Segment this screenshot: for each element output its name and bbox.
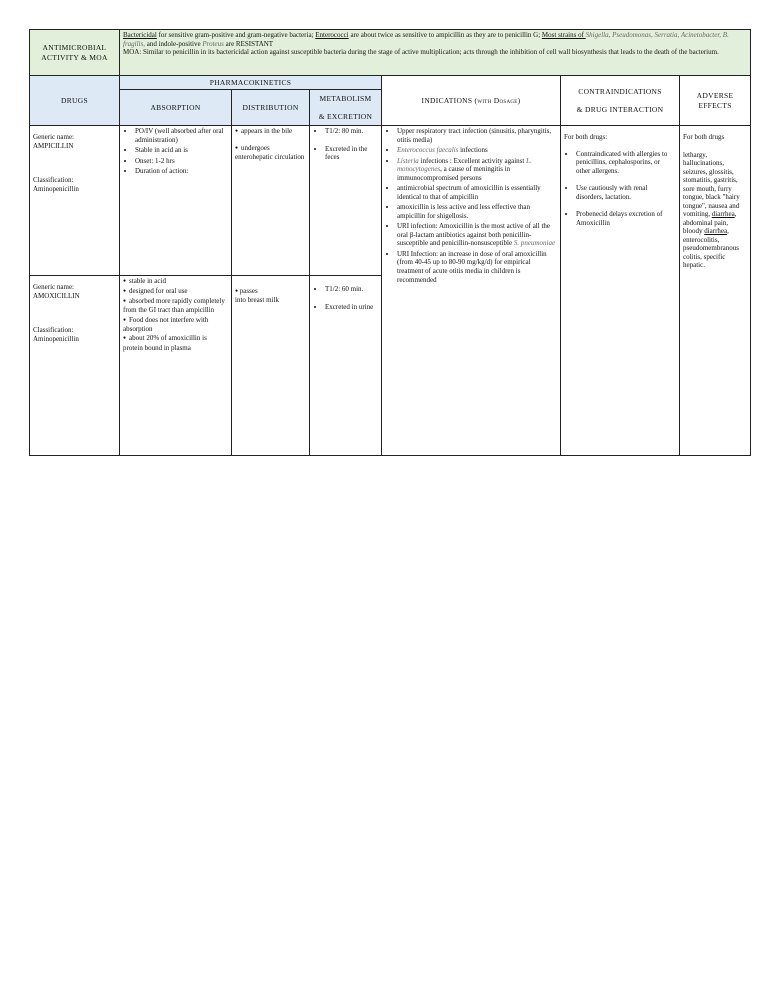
- list-item: • Excreted in the feces: [325, 145, 378, 162]
- list-item: • Listeria infections : Excellent activity against L. monocytogenes, a cause of meningitis in immunocompromised persons: [397, 157, 557, 183]
- activity-text-4: are RESISTANT: [223, 39, 274, 48]
- amoxicillin-generic-name: AMOXICILLIN: [33, 291, 80, 300]
- list-item: • amoxicillin is less active and less effective than ampicillin for shigellosis.: [397, 203, 557, 220]
- amoxicillin-absorption-cell: [120, 276, 232, 456]
- most-strains-term: Most strains of: [541, 31, 586, 39]
- ampicillin-metabolism-list: [313, 127, 378, 162]
- ampicillin-generic-name: AMPICILLIN: [33, 141, 74, 150]
- contraindications-header: CONTRAINDICATIONS & DRUG INTERACTION: [561, 76, 680, 126]
- list-item: • Probenecid delays excretion of Amoxicillin: [576, 210, 676, 227]
- drug-study-table: [29, 29, 751, 456]
- header-row-1: [30, 76, 751, 90]
- list-item: • Upper respiratory tract infection (sinusitis, pharyngitis, otitis media): [397, 127, 557, 144]
- list-item: • Duration of action:: [135, 167, 228, 176]
- ampicillin-absorption-cell: [120, 126, 232, 276]
- amoxicillin-metabolism-list: [313, 285, 378, 311]
- list-item: • Onset: 1-2 hrs: [135, 157, 228, 166]
- list-item: • Use cautiously with renal disorders, lactation.: [576, 184, 676, 201]
- distribution-header: DISTRIBUTION: [232, 90, 310, 126]
- moa-mechanism: MOA: Similar to penicillin in its bactericidal action against susceptible bacteria during the stage of active multiplication; acts through the inhibition of cell wall biosynthesis that leads to the death of the bacterium.: [123, 48, 719, 57]
- amoxicillin-absorption-list: [123, 277, 228, 352]
- list-item: ● absorbed more rapidly completely from the GI tract than ampicillin: [123, 297, 228, 315]
- pharmacokinetics-header: PHARMACOKINETICS: [120, 76, 382, 90]
- adverse-title: For both drugs: [683, 133, 725, 141]
- list-item: • T1/2: 80 min.: [325, 127, 378, 136]
- indications-list: [385, 127, 557, 284]
- list-item: ● designed for oral use: [123, 287, 228, 296]
- ampicillin-class-value: Aminopenicillin: [33, 184, 79, 193]
- list-item: • Contraindicated with allergies to penicillins, cephalosporins, or other allergens.: [576, 150, 676, 176]
- ampicillin-drug-cell: [30, 126, 120, 276]
- list-item: • Stable in acid an is: [135, 146, 228, 155]
- list-item: • URI infection: Amoxicillin is the most active of all the oral β-lactam antibiotics against both penicillin-susceptible and penicillin-nonsusceptible S. pneumoniae: [397, 222, 557, 248]
- bactericidal-term: Bactericidal: [123, 31, 157, 39]
- adverse-effects-header: ADVERSE EFFECTS: [680, 76, 751, 126]
- metabolism-header: METABOLISM & EXCRETION: [310, 90, 382, 126]
- amoxicillin-generic-label: Generic name:: [33, 283, 75, 291]
- indications-header: INDICATIONS (with Dosage): [382, 76, 561, 126]
- amoxicillin-class-label: Classification:: [33, 326, 74, 335]
- moa-row: [30, 30, 751, 76]
- list-item: • PO/IV (well absorbed after oral administration): [135, 127, 228, 144]
- amoxicillin-drug-cell: [30, 276, 120, 456]
- activity-text-1: for sensitive gram-positive and gram-negative bacteria;: [156, 31, 316, 39]
- amoxicillin-distribution-text: ● passes into breast milk: [235, 287, 279, 305]
- activity-text-3: and indole-positive: [144, 39, 203, 48]
- ampicillin-generic-label: Generic name:: [33, 133, 75, 141]
- moa-label-line1: ANTIMICROBIAL: [42, 43, 107, 53]
- moa-content-cell: [120, 30, 751, 76]
- list-item: ● undergoes enterohepatic circulation: [235, 144, 306, 162]
- contra-title: For both drugs:: [564, 133, 608, 141]
- indications-cell: [382, 126, 561, 456]
- enterococci-term: Enterococci: [315, 31, 349, 39]
- list-item: • T1/2: 60 min.: [325, 285, 378, 294]
- amoxicillin-metabolism-cell: [310, 276, 382, 456]
- absorption-header: ABSORPTION: [120, 90, 232, 126]
- adverse-text: lethargy, hallucinations, seizures, glossitis, stomatitis, gastritis, sore mouth, furry tongue, black "hairy tongue", nausea and vomiting, diarrhea, abdominal pain, bloody diarrhea, enterocolitis, pseudomembranous colitis, specific hepatic.: [683, 150, 740, 270]
- list-item: ● Food does not interfere with absorption: [123, 316, 228, 334]
- list-item: • antimicrobial spectrum of amoxicillin is essentially identical to that of ampicillin: [397, 184, 557, 201]
- ampicillin-absorption-list: [123, 127, 228, 176]
- list-item: • Excreted in urine: [325, 303, 378, 312]
- amoxicillin-distribution-cell: [232, 276, 310, 456]
- contraindications-cell: [561, 126, 680, 456]
- list-item: • URI Infection: an increase in dose of oral amoxicillin (from 40-45 up to 80-90 mg/kg/d) for empirical treatment of acute otitis media in children is recommended: [397, 250, 557, 284]
- amoxicillin-class-value: Aminopenicillin: [33, 334, 79, 343]
- drugs-header: DRUGS: [30, 76, 120, 126]
- proteus-species: Proteus: [202, 39, 224, 48]
- resistant-species: Shigella, Pseudomonas, Serratia, Acinetobacter, B. fragilis,: [123, 31, 729, 48]
- moa-label-cell: [30, 30, 120, 76]
- list-item: • Enterococcus faecalis infections: [397, 146, 557, 155]
- ampicillin-distribution-cell: [232, 126, 310, 276]
- activity-text-2: are about twice as sensitive to ampicillin as they are to penicillin G;: [348, 31, 542, 39]
- ampicillin-class-label: Classification:: [33, 176, 74, 185]
- adverse-effects-cell: [680, 126, 751, 456]
- ampicillin-metabolism-cell: [310, 126, 382, 276]
- ampicillin-distribution-list: [235, 127, 306, 162]
- ampicillin-row: [30, 126, 751, 276]
- list-item: ● appears in the bile: [235, 127, 306, 136]
- list-item: ● stable in acid: [123, 277, 228, 286]
- contra-list: [564, 150, 676, 228]
- list-item: ● about 20% of amoxicillin is protein bound in plasma: [123, 334, 228, 352]
- moa-label-line2: ACTIVITY & MOA: [41, 52, 108, 62]
